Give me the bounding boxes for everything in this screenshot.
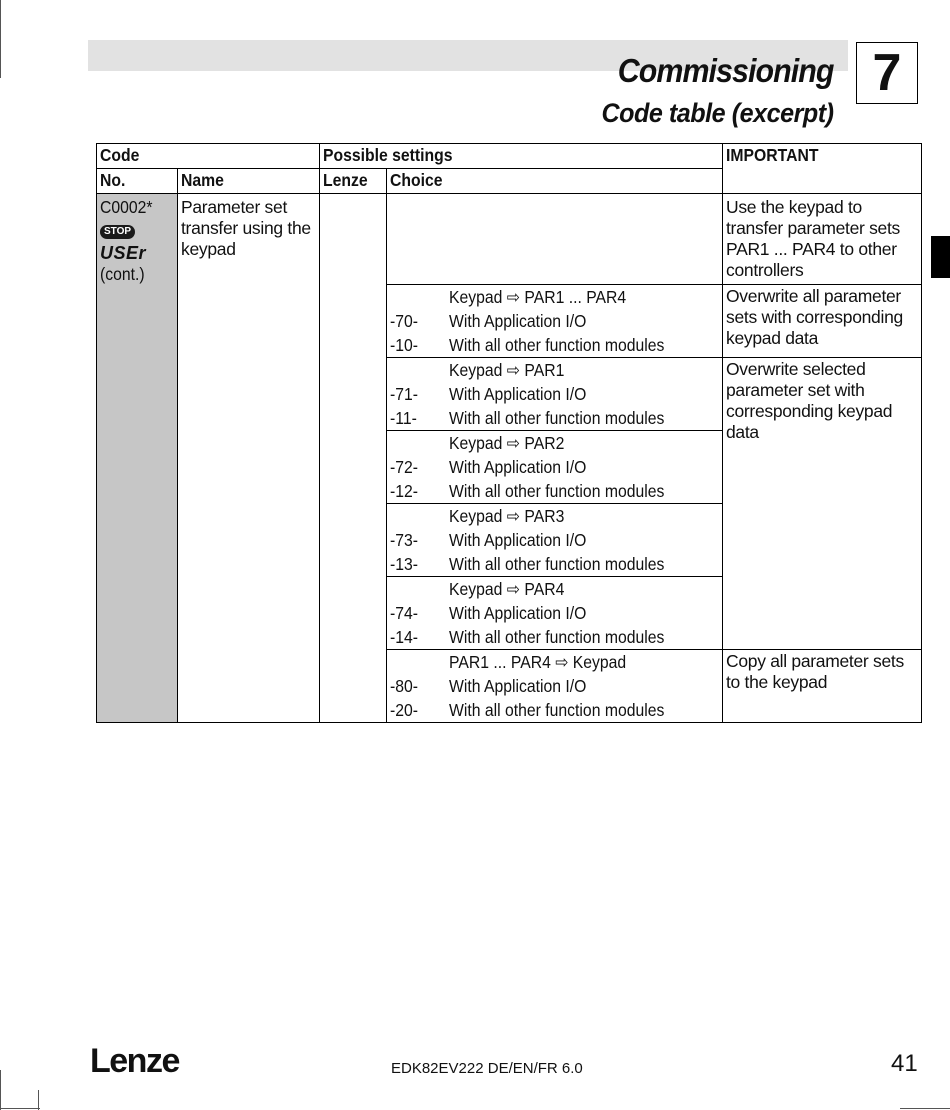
crop-mark [0,1108,40,1109]
choice-description: With Application I/O [449,456,587,477]
header-choice: Choice [387,169,723,194]
important-cell [723,650,922,723]
table-row [97,194,922,285]
choice-group-heading: Keypad ⇨ PAR2 [449,432,565,453]
header-code: Code [97,144,320,169]
crop-mark [0,1070,1,1110]
choice-group-heading: Keypad ⇨ PAR1 [449,359,565,380]
lenze-logo: Lenze [90,1042,179,1080]
chapter-side-tab [931,236,950,278]
choice-description: With Application I/O [449,602,587,623]
choice-description: With all other function modules [449,699,665,720]
choice-group-heading: Keypad ⇨ PAR3 [449,505,565,526]
crop-mark [38,1090,39,1110]
user-menu-symbol: USEr [100,243,147,263]
choice-description: With Application I/O [449,310,587,331]
choice-value: -13- [390,553,419,574]
choice-value: -12- [390,480,419,501]
choice-value: -10- [390,334,419,355]
header-name: Name [178,169,320,194]
choice-value: -11- [390,407,417,428]
page-title: Commissioning [618,52,834,89]
page-subtitle: Code table (excerpt) [601,98,834,128]
continued-label: (cont.) [100,264,145,284]
choice-value: -71- [390,383,419,404]
choice-description: With Application I/O [449,529,587,550]
code-name-cell [178,194,320,723]
crop-mark [0,0,1,78]
important-text: Copy all parameter sets to the keypad [726,651,904,692]
choice-group [387,504,723,577]
choice-group [387,285,723,358]
lenze-default-cell [320,194,387,723]
important-intro-text: Use the keypad to transfer parameter sets PAR1 ... PAR4 to other controllers [726,197,901,280]
stop-icon: STOP [100,225,135,239]
choice-description: With all other function modules [449,553,665,574]
choice-description: With Application I/O [449,675,587,696]
header-important: IMPORTANT [723,144,922,194]
choice-value: -80- [390,675,419,696]
choice-value: -20- [390,699,419,720]
important-text: Overwrite all parameter sets with corresponding keypad data [726,286,903,348]
choice-group-heading: Keypad ⇨ PAR1 ... PAR4 [449,286,627,307]
choice-group [387,650,723,723]
choice-value: -73- [390,529,419,550]
document-id: EDK82EV222 DE/EN/FR 6.0 [391,1060,583,1077]
code-number: C0002* [100,197,153,217]
choice-value: -70- [390,310,419,331]
important-cell [723,285,922,358]
choice-group-heading: Keypad ⇨ PAR4 [449,578,565,599]
choice-description: With all other function modules [449,480,665,501]
code-table [96,143,922,723]
chapter-number: 7 [856,42,918,104]
choice-description: With all other function modules [449,334,665,355]
header-lenze: Lenze [320,169,387,194]
choice-intro-cell [387,194,723,285]
choice-value: -72- [390,456,419,477]
choice-description: With all other function modules [449,626,665,647]
important-text: Overwrite selected parameter set with corresponding keypad data [726,359,893,442]
crop-mark [900,1108,950,1109]
header-no: No. [97,169,178,194]
code-name: Parameter set transfer using the keypad [181,197,311,259]
choice-description: With all other function modules [449,407,665,428]
header-possible-settings: Possible settings [320,144,723,169]
table-header-row [97,144,922,169]
choice-group-heading: PAR1 ... PAR4 ⇨ Keypad [449,651,627,672]
choice-group [387,577,723,650]
choice-group [387,431,723,504]
page-number: 41 [891,1050,918,1077]
choice-value: -14- [390,626,419,647]
choice-value: -74- [390,602,419,623]
code-number-cell [97,194,178,723]
important-cell [723,358,922,650]
choice-description: With Application I/O [449,383,587,404]
choice-group [387,358,723,431]
important-intro-cell [723,194,922,285]
